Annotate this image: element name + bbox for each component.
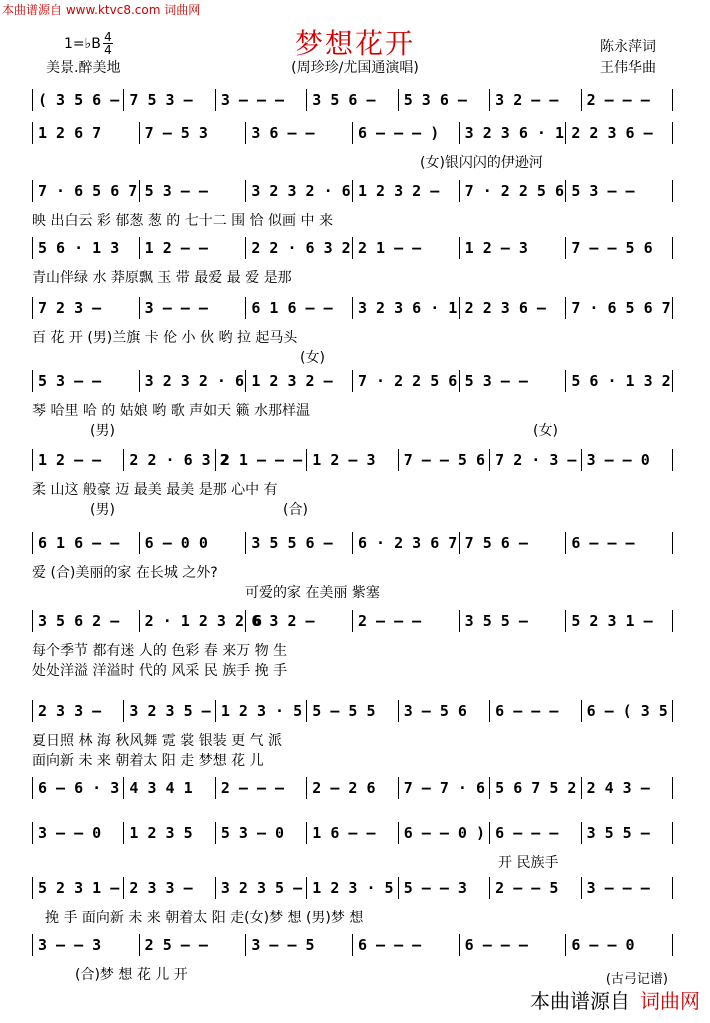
barline bbox=[565, 934, 566, 956]
barline bbox=[139, 934, 140, 956]
barline bbox=[672, 877, 673, 899]
barline bbox=[581, 700, 582, 722]
barline bbox=[32, 449, 33, 471]
barline bbox=[398, 822, 399, 844]
measure: 7 – – 5 6 bbox=[403, 451, 485, 469]
measure: 1 6 – – bbox=[312, 824, 376, 842]
watermark-bottom-left: 本曲谱源自 bbox=[530, 989, 630, 1013]
barline bbox=[565, 610, 566, 632]
barline bbox=[352, 122, 353, 144]
measure: 7 2 3 – bbox=[38, 299, 102, 317]
performers: (周珍珍/尤国通演唱) bbox=[291, 60, 419, 76]
barline bbox=[245, 934, 246, 956]
measure: 6 – – 0 ) bbox=[403, 824, 485, 842]
barline bbox=[32, 122, 33, 144]
barline bbox=[139, 297, 140, 319]
measure: 1 2 3 · 5 bbox=[312, 879, 394, 897]
time-signature: 4 4 bbox=[104, 30, 112, 57]
measure: 3 – – 0 bbox=[38, 824, 102, 842]
measure: 5 3 – – bbox=[571, 182, 635, 200]
lyric-line: 柔 山这 般豪 迈 最美 最美 是那 心中 有 bbox=[32, 482, 278, 498]
watermark-top: 本曲谱源自 www.ktvc8.com 词曲网 bbox=[2, 3, 201, 17]
measure: 6 – 0 0 bbox=[144, 534, 208, 552]
measure: 5 3 6 – bbox=[403, 91, 467, 109]
measure: 3 5 5 – bbox=[464, 612, 528, 630]
barline bbox=[672, 822, 673, 844]
measure: 1 2 3 2 – bbox=[251, 372, 333, 390]
measure: 1 2 3 5 bbox=[129, 824, 193, 842]
barline bbox=[123, 777, 124, 799]
barline bbox=[352, 237, 353, 259]
measure: 6 – – – bbox=[571, 534, 635, 552]
measure: 2 1 – – – bbox=[220, 451, 303, 469]
barline bbox=[245, 297, 246, 319]
song-title: 梦想花开 bbox=[294, 27, 415, 60]
measure: 3 – – 3 bbox=[38, 936, 102, 954]
barline bbox=[123, 449, 124, 471]
barline bbox=[672, 237, 673, 259]
measure: 7 – 7 · 6 bbox=[403, 779, 485, 797]
barline bbox=[489, 822, 490, 844]
barline bbox=[32, 610, 33, 632]
lyric-line: 处处洋溢 洋溢时 代的 风采 民 族手 挽 手 bbox=[32, 663, 288, 679]
lyric-line: (合)梦 想 花 儿 开 bbox=[75, 967, 188, 983]
measure: 3 – – – bbox=[586, 879, 650, 897]
measure: 1 2 3 · 5 bbox=[220, 702, 303, 720]
barline bbox=[123, 822, 124, 844]
measure: 3 2 3 6 · 1 bbox=[464, 124, 564, 142]
measure: 2 – – 5 bbox=[495, 879, 559, 897]
measure: 7 · 2 2 5 6 bbox=[358, 372, 458, 390]
barline bbox=[306, 89, 307, 111]
barline bbox=[245, 237, 246, 259]
measure: 2 2 · 6 3 2 bbox=[129, 451, 229, 469]
measure: 3 2 3 5 – bbox=[220, 879, 303, 897]
measure: 7 2 · 3 – bbox=[495, 451, 577, 469]
barline bbox=[215, 877, 216, 899]
measure: 7 · 6 5 6 7 bbox=[571, 299, 671, 317]
barline bbox=[672, 934, 673, 956]
lyric-line: 每个季节 都有迷 人的 色彩 春 来万 物 生 bbox=[32, 643, 288, 659]
measure: 6 · 2 3 6 7 bbox=[358, 534, 458, 552]
barline bbox=[398, 700, 399, 722]
barline bbox=[459, 180, 460, 202]
barline bbox=[581, 877, 582, 899]
barline bbox=[489, 89, 490, 111]
barline bbox=[32, 777, 33, 799]
barline bbox=[245, 122, 246, 144]
measure: 5 – – 3 bbox=[403, 879, 467, 897]
measure: 3 5 6 2 – bbox=[38, 612, 120, 630]
lyric-line: (男) bbox=[90, 423, 115, 439]
barline bbox=[215, 822, 216, 844]
barline bbox=[489, 449, 490, 471]
barline bbox=[245, 370, 246, 392]
barline bbox=[32, 370, 33, 392]
measure: 5 3 – – bbox=[464, 372, 528, 390]
barline bbox=[352, 180, 353, 202]
barline bbox=[672, 610, 673, 632]
measure: 3 2 – – bbox=[495, 91, 559, 109]
watermark-bottom bbox=[530, 985, 700, 1014]
barline bbox=[306, 449, 307, 471]
measure: 7 5 6 – bbox=[464, 534, 528, 552]
measure: 3 2 3 2 · 6 bbox=[144, 372, 244, 390]
barline bbox=[32, 297, 33, 319]
measure: 3 2 3 6 · 1 bbox=[358, 299, 458, 317]
barline bbox=[123, 877, 124, 899]
barline bbox=[459, 370, 460, 392]
barline bbox=[581, 89, 582, 111]
measure: 6 – – – bbox=[358, 936, 422, 954]
barline bbox=[565, 237, 566, 259]
barline bbox=[398, 777, 399, 799]
measure: 5 6 · 1 3 2 bbox=[571, 372, 671, 390]
measure: 5 – 5 5 bbox=[312, 702, 376, 720]
barline bbox=[489, 700, 490, 722]
measure: 6 – – – bbox=[464, 936, 528, 954]
lyric-line: 挽 手 面向新 未 来 朝着太 阳 走(女)梦 想 (男)梦 想 bbox=[45, 910, 364, 926]
barline bbox=[215, 777, 216, 799]
barline bbox=[32, 700, 33, 722]
barline bbox=[672, 449, 673, 471]
barline bbox=[215, 89, 216, 111]
measure: 3 – – 5 bbox=[251, 936, 315, 954]
barline bbox=[139, 532, 140, 554]
barline bbox=[352, 297, 353, 319]
measure: 3 2 3 5 – bbox=[129, 702, 211, 720]
lyric-line: (男) bbox=[90, 502, 115, 518]
lyric-line: (合) bbox=[283, 502, 308, 518]
measure: 2 – – – bbox=[220, 779, 285, 797]
barline bbox=[32, 877, 33, 899]
barline bbox=[459, 610, 460, 632]
barline bbox=[32, 934, 33, 956]
barline bbox=[581, 449, 582, 471]
barline bbox=[352, 370, 353, 392]
measure: 5 6 7 5 2 bbox=[495, 779, 577, 797]
measure: 4 3 4 1 bbox=[129, 779, 193, 797]
barline bbox=[306, 777, 307, 799]
measure: 5 6 · 1 3 bbox=[38, 239, 120, 257]
lyric-line: 面向新 未 来 朝着太 阳 走 梦想 花 儿 bbox=[32, 753, 264, 769]
measure: 6 1 6 – – bbox=[251, 299, 333, 317]
measure: 2 2 3 6 – bbox=[464, 299, 546, 317]
measure: 3 5 6 – bbox=[312, 91, 376, 109]
measure: 2 2 3 6 – bbox=[571, 124, 653, 142]
measure: ( 3 5 6 – bbox=[38, 91, 120, 109]
measure: 6 3 2 – bbox=[251, 612, 315, 630]
measure: 1 2 3 2 – bbox=[358, 182, 440, 200]
barline bbox=[215, 700, 216, 722]
barline bbox=[139, 122, 140, 144]
barline bbox=[565, 370, 566, 392]
lyric-line: (女) bbox=[533, 423, 558, 439]
lyricist: 陈永萍词 bbox=[600, 39, 656, 55]
lyric-line: 琴 哈里 哈 的 姑娘 哟 歌 声如天 籁 水那样温 bbox=[32, 403, 311, 419]
barline bbox=[245, 180, 246, 202]
barline bbox=[32, 89, 33, 111]
barline bbox=[398, 449, 399, 471]
measure: 5 3 – – bbox=[38, 372, 102, 390]
measure: 3 5 5 6 – bbox=[251, 534, 333, 552]
measure: 6 1 6 – – bbox=[38, 534, 120, 552]
measure: 7 – 5 3 bbox=[144, 124, 208, 142]
barline bbox=[565, 180, 566, 202]
barline bbox=[672, 122, 673, 144]
barline bbox=[352, 934, 353, 956]
measure: 3 – – – bbox=[220, 91, 285, 109]
barline bbox=[459, 122, 460, 144]
barline bbox=[489, 877, 490, 899]
barline bbox=[459, 532, 460, 554]
measure: 1 2 – – bbox=[38, 451, 102, 469]
barline bbox=[459, 297, 460, 319]
measure: 2 – – – bbox=[358, 612, 422, 630]
measure: 1 2 6 7 bbox=[38, 124, 102, 142]
measure: 5 3 – 0 bbox=[220, 824, 285, 842]
barline bbox=[123, 89, 124, 111]
measure: 7 5 3 – bbox=[129, 91, 193, 109]
barline bbox=[672, 777, 673, 799]
barline bbox=[459, 237, 460, 259]
key-signature: 1=♭B bbox=[64, 36, 101, 52]
barline bbox=[123, 700, 124, 722]
lyric-line: 夏日照 林 海 秋风舞 霓 裳 银装 更 气 派 bbox=[32, 733, 283, 749]
measure: 2 · 1 2 3 2 6 bbox=[144, 612, 263, 630]
measure: 2 5 – – bbox=[144, 936, 208, 954]
barline bbox=[139, 237, 140, 259]
barline bbox=[306, 877, 307, 899]
lyric-line: 可爱的家 在美丽 紫塞 bbox=[245, 585, 380, 601]
barline bbox=[139, 370, 140, 392]
measure: 3 5 5 – bbox=[586, 824, 650, 842]
composer: 王伟华曲 bbox=[600, 60, 656, 76]
measure: 7 · 2 2 5 6 bbox=[464, 182, 564, 200]
measure: 6 – 6 · 3 bbox=[38, 779, 120, 797]
measure: 6 – – – ) bbox=[358, 124, 440, 142]
barline bbox=[32, 237, 33, 259]
measure: 3 – – – bbox=[144, 299, 208, 317]
barline bbox=[139, 610, 140, 632]
measure: 3 2 3 2 · 6 bbox=[251, 182, 351, 200]
measure: 2 1 – – bbox=[358, 239, 422, 257]
barline bbox=[672, 700, 673, 722]
barline bbox=[672, 180, 673, 202]
measure: 1 2 – – bbox=[144, 239, 208, 257]
barline bbox=[32, 180, 33, 202]
barline bbox=[565, 297, 566, 319]
measure: 3 – – 0 bbox=[586, 451, 650, 469]
barline bbox=[306, 700, 307, 722]
lyric-line: (女) bbox=[300, 350, 325, 366]
measure: 6 – – – bbox=[495, 702, 559, 720]
measure: 1 2 – 3 bbox=[464, 239, 528, 257]
measure: 6 – ( 3 5 bbox=[586, 702, 668, 720]
measure: 7 · 6 5 6 7 bbox=[38, 182, 138, 200]
lyric-line: 爱 (合)美丽的家 在长城 之外? bbox=[32, 565, 218, 581]
measure: 3 – 5 6 bbox=[403, 702, 467, 720]
lyric-line: (女)银闪闪的伊逊河 bbox=[420, 155, 543, 171]
transcriber-credit: (古弓记谱) bbox=[605, 972, 668, 987]
measure: 5 2 3 1 – bbox=[571, 612, 653, 630]
barline bbox=[398, 877, 399, 899]
barline bbox=[581, 822, 582, 844]
barline bbox=[32, 532, 33, 554]
measure: 1 2 – 3 bbox=[312, 451, 376, 469]
barline bbox=[672, 370, 673, 392]
measure: 2 3 3 – bbox=[129, 879, 193, 897]
measure: 7 – – 5 6 bbox=[571, 239, 653, 257]
barline bbox=[398, 89, 399, 111]
measure: 6 – – – bbox=[495, 824, 559, 842]
barline bbox=[489, 777, 490, 799]
barline bbox=[352, 610, 353, 632]
measure: 6 – – 0 bbox=[571, 936, 635, 954]
lyric-line: 开 民族手 bbox=[498, 855, 559, 871]
measure: 5 2 3 1 – bbox=[38, 879, 120, 897]
barline bbox=[459, 934, 460, 956]
measure: 2 3 3 – bbox=[38, 702, 102, 720]
watermark-bottom-right: 词曲网 bbox=[640, 989, 700, 1013]
barline bbox=[32, 822, 33, 844]
barline bbox=[565, 532, 566, 554]
barline bbox=[245, 532, 246, 554]
barline bbox=[306, 822, 307, 844]
barline bbox=[581, 777, 582, 799]
barline bbox=[352, 532, 353, 554]
measure: 2 – – – bbox=[586, 91, 650, 109]
barline bbox=[672, 532, 673, 554]
barline bbox=[672, 89, 673, 111]
measure: 5 3 – – bbox=[144, 182, 208, 200]
measure: 2 2 · 6 3 2 bbox=[251, 239, 351, 257]
barline bbox=[139, 180, 140, 202]
style-note: 美景.醉美地 bbox=[46, 60, 121, 76]
barline bbox=[672, 297, 673, 319]
barline bbox=[565, 122, 566, 144]
measure: 2 4 3 – bbox=[586, 779, 650, 797]
lyric-line: 青山伴绿 水 莽原飘 玉 带 最爱 最 爱 是那 bbox=[32, 270, 292, 286]
measure: 2 – 2 6 bbox=[312, 779, 376, 797]
lyric-line: 映 出白云 彩 郁葱 葱 的 七十二 围 恰 似画 中 来 bbox=[32, 213, 333, 229]
lyric-line: 百 花 开 (男)兰旗 卡 伦 小 伙 哟 拉 起马头 bbox=[32, 330, 298, 346]
measure: 3 6 – – bbox=[251, 124, 315, 142]
